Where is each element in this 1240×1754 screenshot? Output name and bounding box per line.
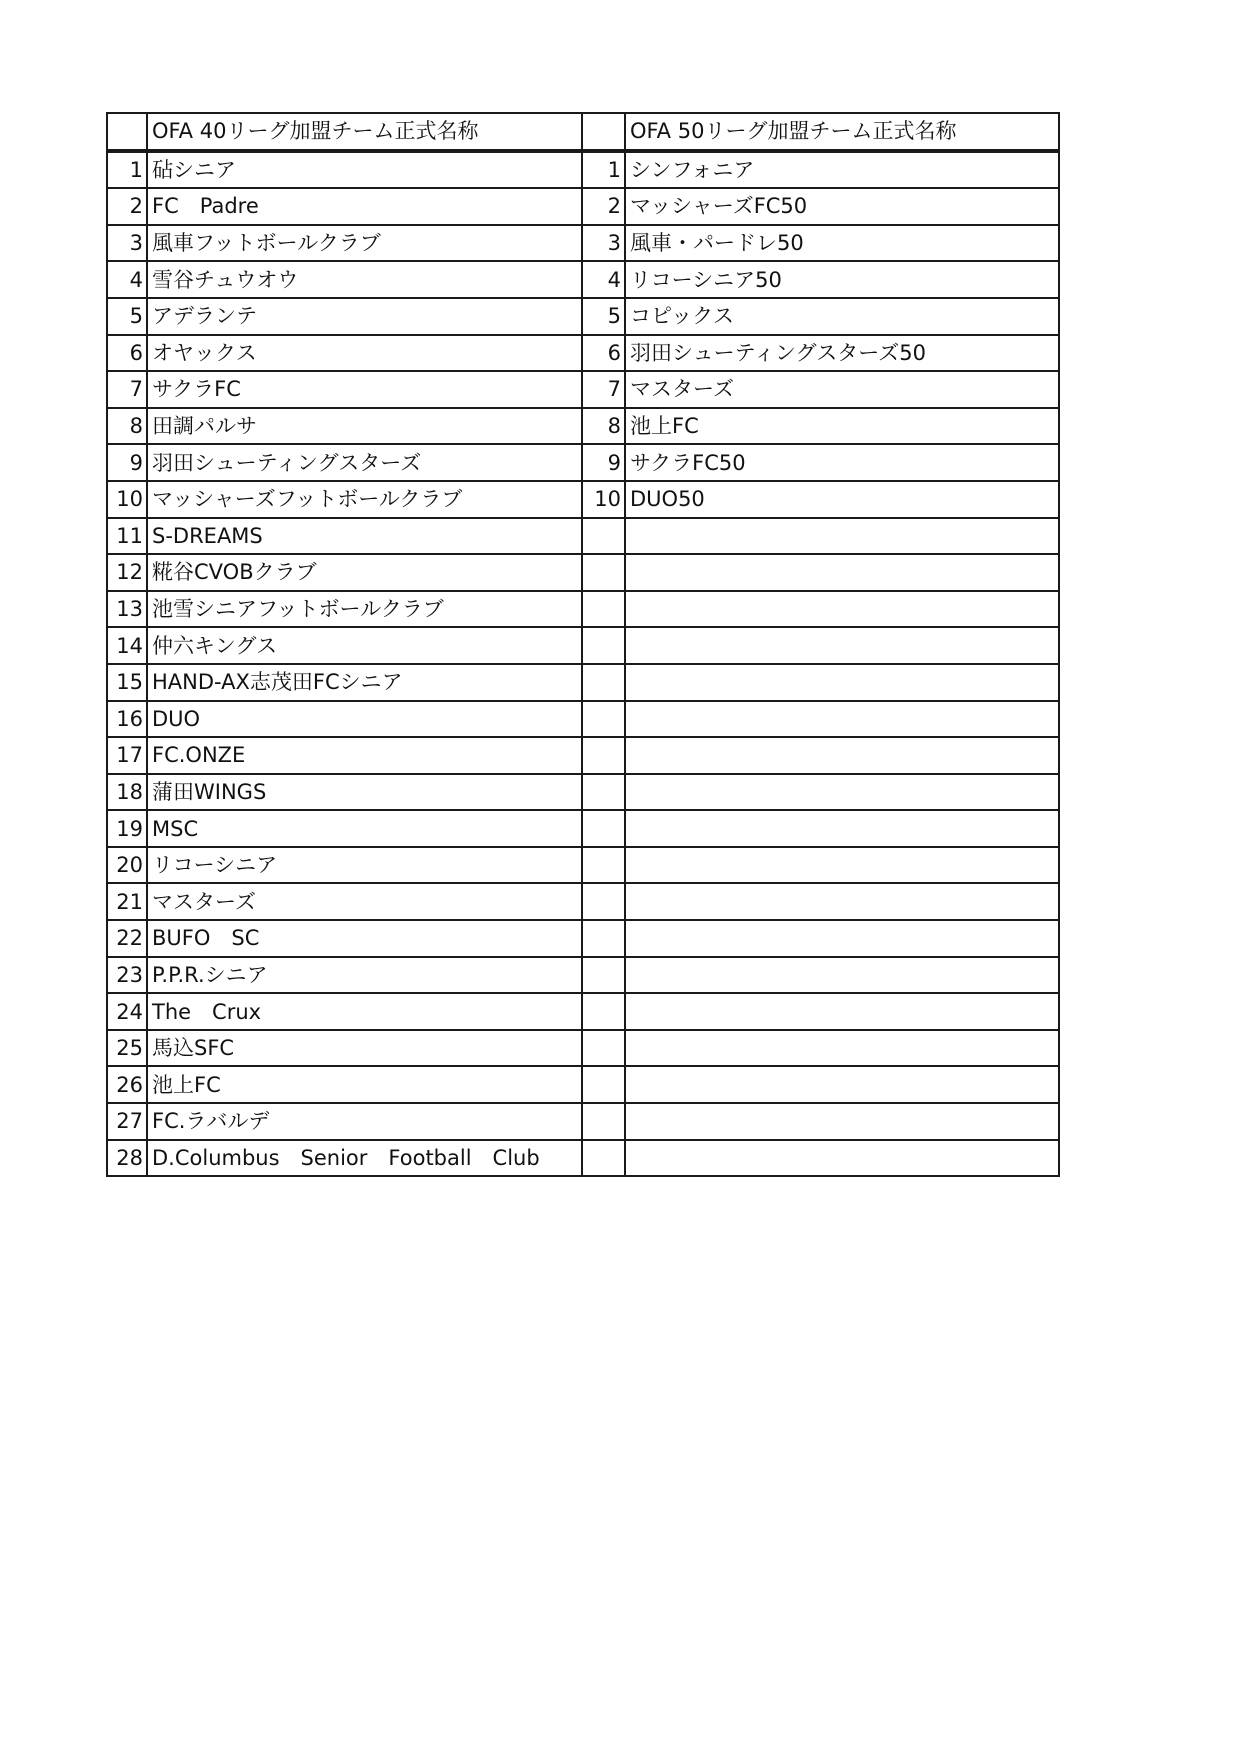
empty-cell [625,701,1059,738]
league40-number: 4 [107,261,147,298]
league40-team-name: 池雪シニアフットボールクラブ [147,591,582,628]
league40-number: 26 [107,1066,147,1103]
empty-cell [582,1030,625,1067]
league40-number: 10 [107,481,147,518]
league40-number: 8 [107,408,147,445]
empty-cell [625,554,1059,591]
empty-cell [582,774,625,811]
team-table-body [107,151,1059,1177]
league50-team-name: リコーシニア50 [625,261,1059,298]
empty-cell [625,957,1059,994]
league40-team-name: DUO [147,701,582,738]
league40-team-name: 馬込SFC [147,1030,582,1067]
table-row [107,920,1059,957]
empty-cell [625,664,1059,701]
league40-number: 13 [107,591,147,628]
empty-cell [625,774,1059,811]
league40-number: 16 [107,701,147,738]
league40-team-name: S-DREAMS [147,518,582,555]
empty-cell [625,1030,1059,1067]
league50-team-name: マスターズ [625,371,1059,408]
empty-cell [625,591,1059,628]
league50-number: 6 [582,335,625,372]
table-row [107,261,1059,298]
league40-number: 9 [107,444,147,481]
empty-cell [582,1103,625,1140]
empty-cell [625,810,1059,847]
empty-cell [625,1103,1059,1140]
league40-number: 17 [107,737,147,774]
empty-cell [582,1066,625,1103]
league40-team-name: 雪谷チュウオウ [147,261,582,298]
league40-team-name: P.P.R.シニア [147,957,582,994]
league40-number: 3 [107,225,147,262]
league40-team-name: 池上FC [147,1066,582,1103]
league40-number: 1 [107,151,147,189]
table-row [107,1030,1059,1067]
league40-team-name: MSC [147,810,582,847]
league40-team-name: FC.ONZE [147,737,582,774]
empty-cell [625,1140,1059,1177]
league40-number: 7 [107,371,147,408]
league40-number: 19 [107,810,147,847]
empty-cell [582,518,625,555]
table-row [107,1066,1059,1103]
league40-number: 18 [107,774,147,811]
empty-cell [582,810,625,847]
empty-cell [625,847,1059,884]
league40-number: 27 [107,1103,147,1140]
league40-team-name: 蒲田WINGS [147,774,582,811]
league50-team-name: 池上FC [625,408,1059,445]
empty-cell [625,993,1059,1030]
league40-team-name: 砧シニア [147,151,582,189]
league40-team-name: 田調パルサ [147,408,582,445]
league40-team-name: HAND-AX志茂田FCシニア [147,664,582,701]
league40-team-name: マスターズ [147,883,582,920]
empty-cell [582,664,625,701]
league40-number: 6 [107,335,147,372]
header-title-50: OFA 50リーグ加盟チーム正式名称 [625,113,1059,151]
league50-number: 10 [582,481,625,518]
league40-number: 25 [107,1030,147,1067]
league50-number: 1 [582,151,625,189]
league40-number: 24 [107,993,147,1030]
league40-team-name: The Crux [147,993,582,1030]
league40-team-name: マッシャーズフットボールクラブ [147,481,582,518]
league40-number: 21 [107,883,147,920]
table-row [107,444,1059,481]
empty-cell [625,737,1059,774]
league40-number: 2 [107,188,147,225]
league50-number: 9 [582,444,625,481]
table-row [107,481,1059,518]
empty-cell [582,737,625,774]
league50-team-name: DUO50 [625,481,1059,518]
league40-team-name: オヤックス [147,335,582,372]
league40-team-name: サクラFC [147,371,582,408]
table-row [107,993,1059,1030]
empty-cell [582,883,625,920]
empty-cell [582,847,625,884]
league40-number: 20 [107,847,147,884]
empty-cell [625,627,1059,664]
table-row [107,737,1059,774]
empty-cell [625,1066,1059,1103]
league50-number: 8 [582,408,625,445]
table-row [107,627,1059,664]
empty-cell [582,591,625,628]
table-row [107,1140,1059,1177]
empty-cell [582,993,625,1030]
table-row [107,701,1059,738]
league40-number: 5 [107,298,147,335]
league40-number: 28 [107,1140,147,1177]
table-row [107,408,1059,445]
league50-number: 4 [582,261,625,298]
league50-team-name: 羽田シューティングスターズ50 [625,335,1059,372]
table-row [107,188,1059,225]
league40-team-name: 仲六キングス [147,627,582,664]
league50-team-name: シンフォニア [625,151,1059,189]
table-row [107,298,1059,335]
header-title-40: OFA 40リーグ加盟チーム正式名称 [147,113,582,151]
table-row [107,847,1059,884]
header-number-50 [582,113,625,151]
empty-cell [582,554,625,591]
league50-number: 3 [582,225,625,262]
league40-team-name: FC Padre [147,188,582,225]
table-row [107,335,1059,372]
table-row [107,371,1059,408]
league40-team-name: 羽田シューティングスターズ [147,444,582,481]
table-row [107,151,1059,189]
league40-team-name: BUFO SC [147,920,582,957]
league50-team-name: マッシャーズFC50 [625,188,1059,225]
empty-cell [582,920,625,957]
league40-team-name: D.Columbus Senior Football Club [147,1140,582,1177]
league40-team-name: 風車フットボールクラブ [147,225,582,262]
league40-number: 11 [107,518,147,555]
empty-cell [582,1140,625,1177]
empty-cell [582,701,625,738]
empty-cell [582,957,625,994]
header-number-40 [107,113,147,151]
table-row [107,664,1059,701]
table-row [107,774,1059,811]
league40-number: 14 [107,627,147,664]
league40-team-name: アデランテ [147,298,582,335]
league50-number: 7 [582,371,625,408]
league50-team-name: サクラFC50 [625,444,1059,481]
table-row [107,883,1059,920]
table-row [107,554,1059,591]
league40-team-name: リコーシニア [147,847,582,884]
empty-cell [625,920,1059,957]
league50-team-name: コピックス [625,298,1059,335]
table-row [107,1103,1059,1140]
league40-number: 23 [107,957,147,994]
league40-number: 12 [107,554,147,591]
table-row [107,591,1059,628]
empty-cell [625,518,1059,555]
table-row [107,957,1059,994]
league40-number: 22 [107,920,147,957]
team-table [106,112,1060,1177]
league50-number: 5 [582,298,625,335]
league40-number: 15 [107,664,147,701]
table-row [107,810,1059,847]
empty-cell [625,883,1059,920]
table-row [107,518,1059,555]
league50-number: 2 [582,188,625,225]
league40-team-name: FC.ラバルデ [147,1103,582,1140]
table-row [107,225,1059,262]
empty-cell [582,627,625,664]
league40-team-name: 糀谷CVOBクラブ [147,554,582,591]
header-row [107,113,1059,151]
league50-team-name: 風車・パードレ50 [625,225,1059,262]
